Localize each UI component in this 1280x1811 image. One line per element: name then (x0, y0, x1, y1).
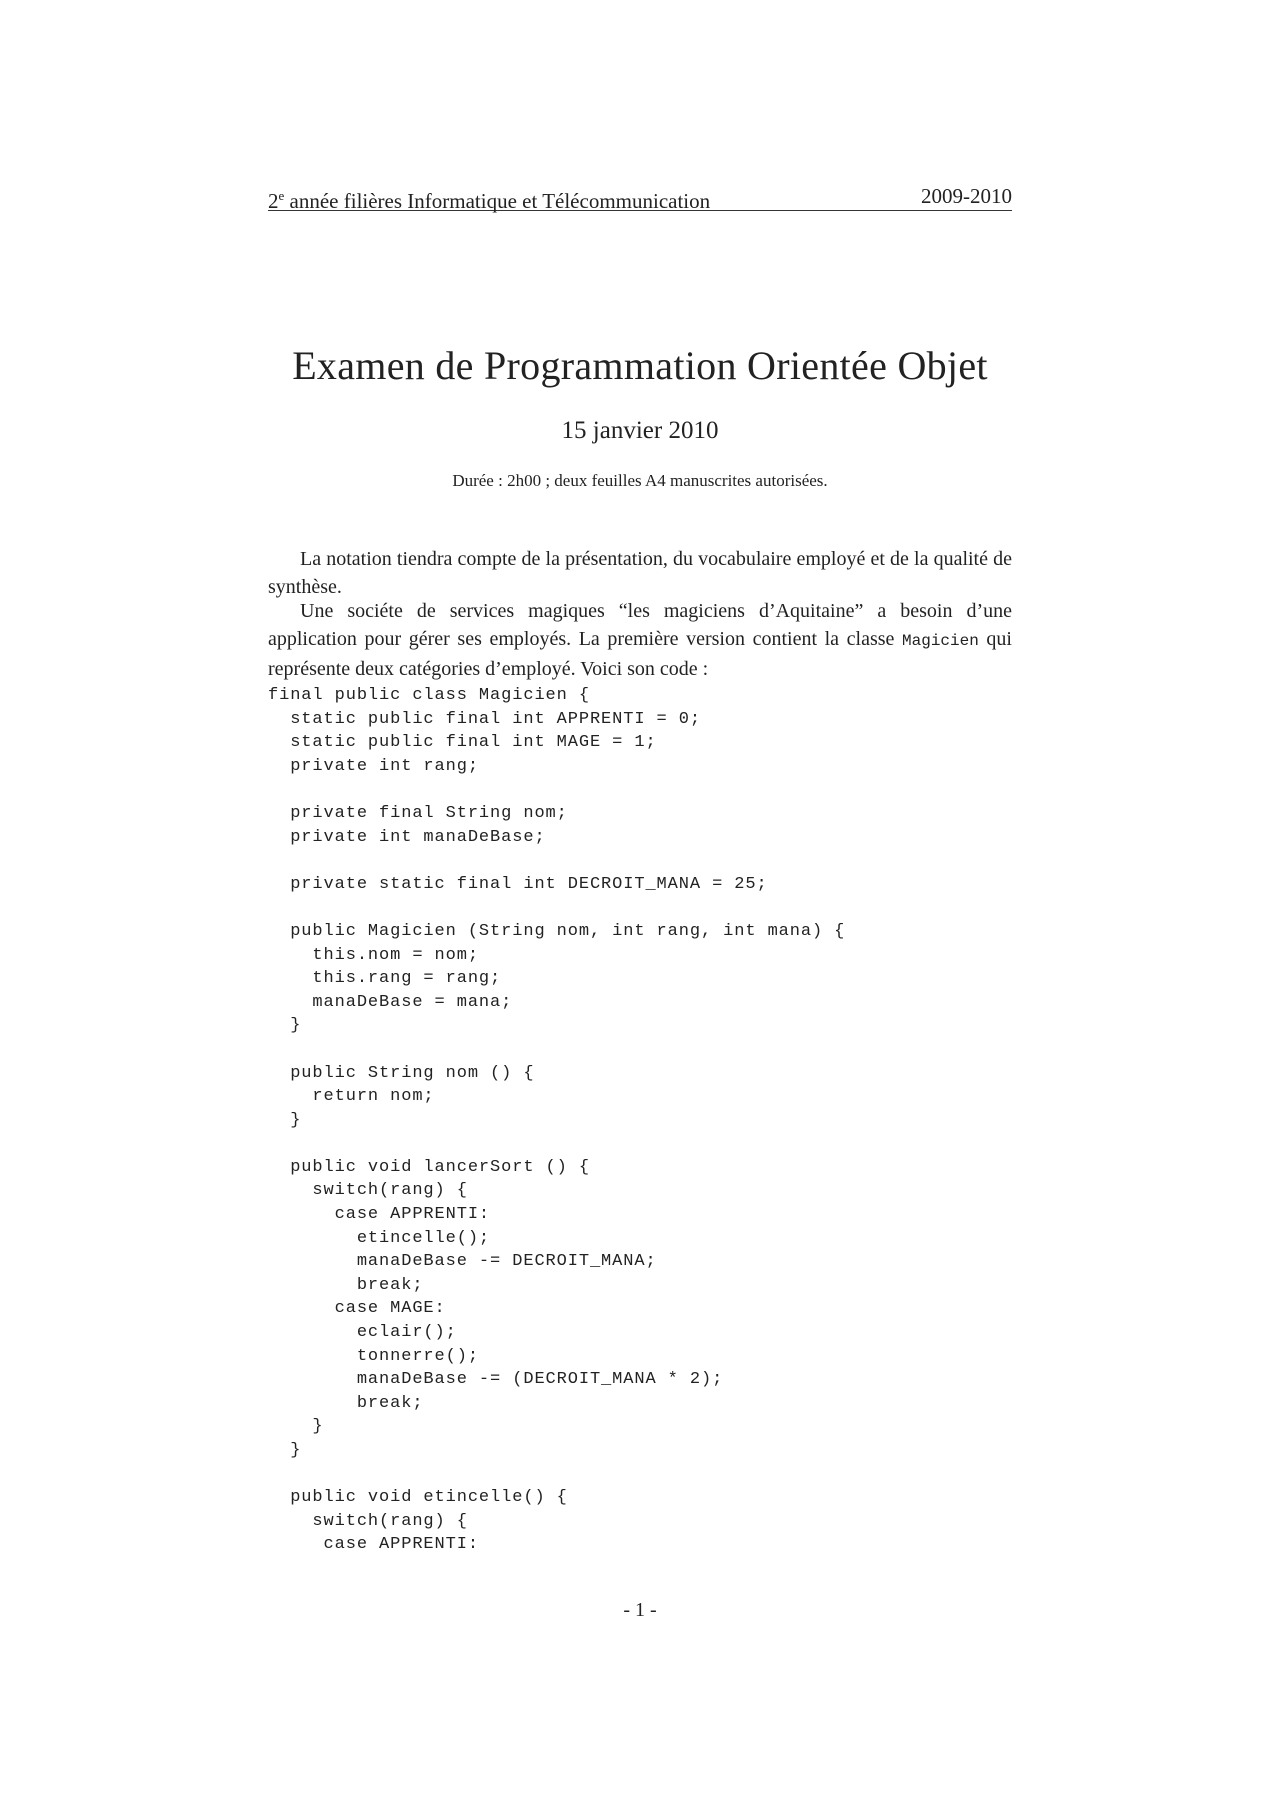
code-listing (268, 684, 845, 1557)
context-paragraph (268, 597, 1012, 683)
code-line: case APPRENTI: (268, 1535, 479, 1555)
code-line: return nom; (268, 1087, 435, 1107)
code-line: switch(rang) { (268, 1511, 468, 1531)
code-line: manaDeBase = mana; (268, 992, 513, 1012)
page-number: - 1 - (623, 1599, 657, 1621)
code-line: public void lancerSort () { (268, 1157, 590, 1177)
code-line (268, 1463, 845, 1487)
code-line: break; (268, 1393, 424, 1413)
code-line: } (268, 1417, 324, 1437)
code-line (268, 778, 845, 802)
code-line: private int rang; (268, 756, 479, 776)
code-line: switch(rang) { (268, 1181, 468, 1201)
code-line: final public class Magicien { (268, 686, 590, 705)
code-line: } (268, 1441, 302, 1460)
code-line: break; (268, 1275, 424, 1295)
code-line: public String nom () { (268, 1063, 535, 1083)
inline-class-name: Magicien (902, 632, 979, 650)
header-course-label: 2e année filières Informatique et Télécommunication (268, 188, 711, 213)
code-line: static public final int APPRENTI = 0; (268, 709, 701, 729)
code-line: private final String nom; (268, 803, 568, 823)
code-line: case MAGE: (268, 1299, 446, 1319)
code-line: } (268, 1016, 302, 1036)
code-line: public Magicien (String nom, int rang, int mana) { (268, 921, 846, 941)
code-line: this.rang = rang; (268, 969, 502, 989)
code-line: case APPRENTI: (268, 1205, 491, 1225)
code-line: manaDeBase -= DECROIT_MANA; (268, 1252, 657, 1272)
code-line: eclair(); (268, 1323, 457, 1343)
code-line (268, 896, 845, 920)
context-text-before: Une sociéte de services magiques “les magiciens d’Aquitaine” a besoin d’une application pour gérer ses employés. La première version contient la classe (268, 600, 1012, 650)
code-line: public void etincelle() { (268, 1488, 568, 1508)
page-header (268, 184, 1012, 211)
exam-title: Examen de Programmation Orientée Objet (292, 343, 988, 388)
ordinal-suffix: e (278, 188, 285, 203)
code-line: manaDeBase -= (DECROIT_MANA * 2); (268, 1370, 724, 1390)
code-line: tonnerre(); (268, 1346, 479, 1366)
intro-paragraph: La notation tiendra compte de la présentation, du vocabulaire employé et de la qualité de synthèse. (268, 548, 1012, 598)
code-line (268, 1132, 845, 1156)
code-line: this.nom = nom; (268, 945, 479, 965)
code-line: static public final int MAGE = 1; (268, 733, 657, 753)
exam-date: 15 janvier 2010 (561, 417, 719, 444)
code-line: etincelle(); (268, 1228, 491, 1248)
code-line: private static final int DECROIT_MANA = 25; (268, 874, 768, 894)
code-line: } (268, 1110, 302, 1130)
context-text-after: qui représente deux catégories d’employé. Voici son code : (268, 628, 1012, 680)
code-line (268, 849, 845, 873)
header-year: 2009-2010 (921, 184, 1012, 208)
exam-duration: Durée : 2h00 ; deux feuilles A4 manuscrites autorisées. (452, 471, 828, 490)
code-line: private int manaDeBase; (268, 827, 546, 847)
code-line (268, 1038, 845, 1062)
